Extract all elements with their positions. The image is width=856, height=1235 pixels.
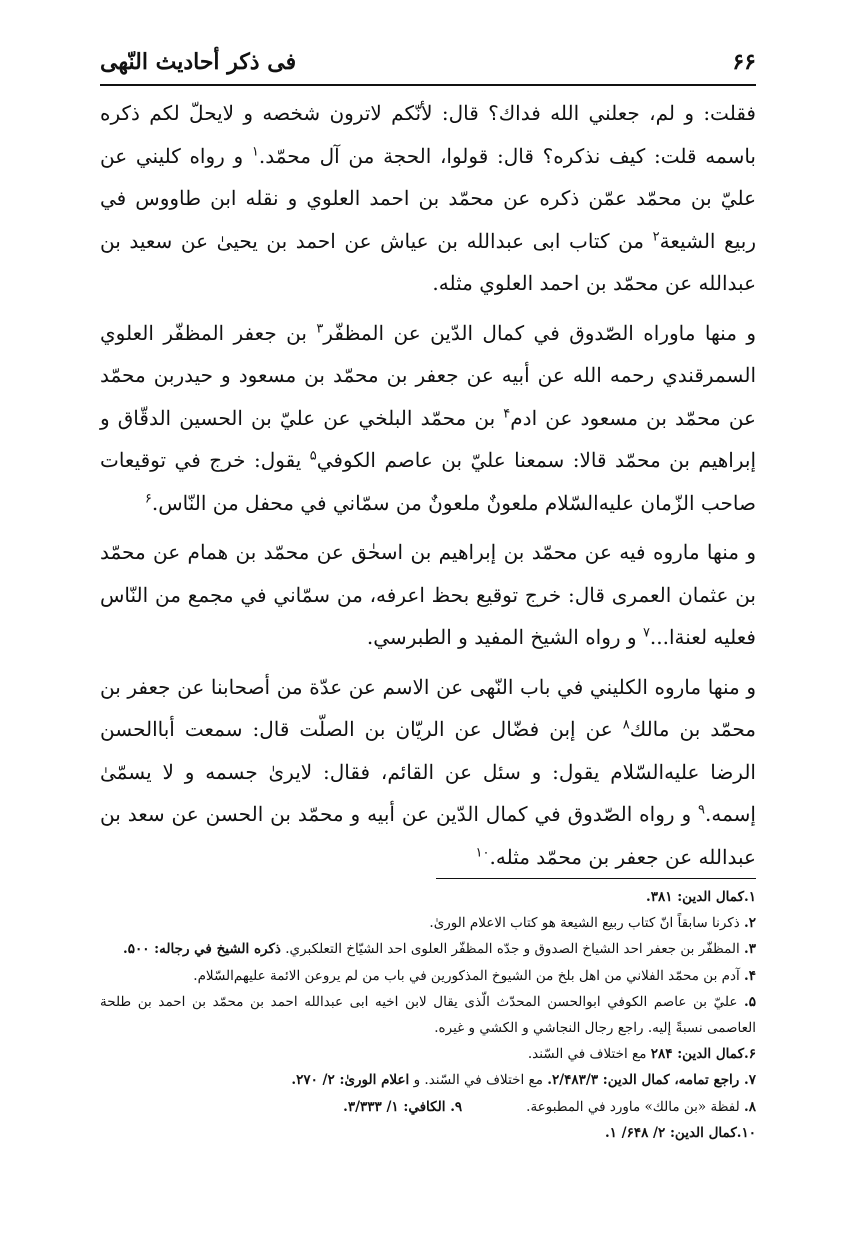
footnote-9 xyxy=(343,1094,462,1120)
text-run: بن جعفر المظفّر العلوي السمرقندي رحمه الله عن أبيه عن جعفر بن محمّد بن مسعود و حيدربن محمّد عن محمّد بن مسعود عن ادم xyxy=(100,320,756,430)
footnote-source: كمال الدين: ۳۸۱. xyxy=(646,889,745,905)
footnote-ref-6: ۶ xyxy=(144,490,152,506)
text-run: يقول: خرج في توقيعات صاحب الزّمان عليه‌السّلام ملعونٌ ملعونٌ من سمّاني في محفل من النّاس. xyxy=(100,448,756,515)
footnote-text: ذكرنا سابقاً انّ كتاب ربيع الشيعة هو كتاب الاعلام الورىٰ. xyxy=(429,915,745,932)
text-run: و رواه الصّدوق في كمال الدّين عن أبيه و محمّد بن الحسن عن سعد بن عبدالله عن جعفر بن محمّد مثله. xyxy=(100,802,756,869)
footnote-text: مع اختلاف في السّند. xyxy=(527,1046,651,1063)
text-run: عن إبن فضّال عن الريّان بن الصلّت قال: سمعت أباالحسن الرضا عليه‌السّلام يقول: و سئل عن القائم، فقال: لايرىٰ جسمه و لا يسمّىٰ إسمه. xyxy=(100,717,756,826)
text-run: بن محمّد البلخي عن عليّ بن الحسين الدقّاق و إبراهيم بن محمّد قالا: سمعنا عليّ بن عاصم الكوفي xyxy=(100,405,756,472)
footnote-ref-8: ۸ xyxy=(622,717,630,733)
footnote-ref-2: ۲ xyxy=(652,228,660,244)
footnote-text: عليّ بن عاصم الكوفي ابوالحسن المحدّث الّذى يقال لابن اخيه ابى عبدالله احمد بن محمّد بن احمد بن طلحة العاصمى نسبةً إليه. راجع رجال النجاشي و الكشي و غيره. xyxy=(100,993,756,1037)
paragraph-3 xyxy=(100,531,756,659)
footnote-ref-9: ۹ xyxy=(698,802,706,818)
footnote-source: كمال الدين: ۲/ ۶۴۸/ ۱. xyxy=(604,1124,737,1141)
footnote-text: لفظة «بن مالك» ماورد في المطبوعة. xyxy=(526,1098,745,1115)
footnote-5 xyxy=(100,989,756,1041)
footnote-text: آدم بن محمّد الفلاني من اهل بلخ من الشيوخ المذكورين في باب من لم يروعن الائمة عليهم‌السّلام. xyxy=(193,967,745,984)
footnote-number: ۱۰. xyxy=(736,1124,756,1141)
footnote-ref-10: ۱۰ xyxy=(475,844,490,860)
footnote-1 xyxy=(100,884,756,910)
footnote-ref-7: ۷ xyxy=(642,625,650,641)
footnote-number: ۲. xyxy=(744,915,756,932)
page-header xyxy=(100,40,756,86)
text-run: من كتاب ابى عبدالله بن عياش عن احمد بن يحيىٰ عن سعيد بن عبدالله عن محمّد بن احمد العلوي مثله. xyxy=(100,228,756,295)
footnote-2 xyxy=(100,910,756,936)
footnotes xyxy=(100,884,756,1146)
footnote-4 xyxy=(100,963,756,989)
footnote-7 xyxy=(100,1067,756,1093)
footnote-number: ۴. xyxy=(744,967,756,984)
paragraph-4 xyxy=(100,666,756,879)
text-run: و رواه الشيخ المفيد و الطبرسي. xyxy=(366,625,643,649)
footnote-8 xyxy=(526,1094,756,1120)
running-title: فى ذكر أحاديث النّهى xyxy=(100,49,297,75)
footnote-text: مع اختلاف في السّند. و xyxy=(409,1072,548,1089)
footnote-number: ۷. xyxy=(744,1072,756,1089)
spacer xyxy=(462,1094,526,1120)
footnote-number: ۶. xyxy=(744,1046,756,1063)
text-run: فقلت: و لم، جعلني الله فداك؟ قال: لأنّكم لاترون شخصه و لايحلّ لكم ذكره باسمه قلت: كيف نذكره؟ قال: قولوا، الحجة من آل محمّد. xyxy=(100,101,757,168)
paragraph-1 xyxy=(100,92,756,305)
footnote-source: راجع تمامه، كمال الدين: ۲/۴۸۳/۳. xyxy=(547,1072,745,1089)
footnote-source: كمال الدين: ۲۸۴ xyxy=(650,1046,745,1063)
text-run: و منها ماروه فيه عن محمّد بن إبراهيم بن اسحٰق عن محمّد بن همام عن محمّد بن عثمان العمرى قال: خرج توقيع بحظ اعرفه، من سمّاني في مجمع من النّاس فعليه لعنةا... xyxy=(100,540,756,649)
footnote-number: ۵. xyxy=(744,993,756,1010)
footnote-ref-5: ۵ xyxy=(309,448,317,464)
paragraph-2 xyxy=(100,312,756,525)
page-number: ۶۶ xyxy=(732,49,756,75)
footnote-number: ۹. xyxy=(450,1098,463,1115)
footnote-source: اعلام الورىٰ: ۲/ ۲۷۰. xyxy=(291,1072,410,1089)
footnote-10 xyxy=(100,1120,756,1146)
footnote-source: الكافي: ۱/ ۳/۳۳۳. xyxy=(343,1098,451,1115)
footnote-number: ۸. xyxy=(744,1098,756,1115)
text-run: و منها ماروه الكليني في باب النّهى عن الاسم عن عدّة من أصحابنا عن جعفر بن محمّد بن مالك xyxy=(100,674,757,741)
footnote-ref-3: ۳ xyxy=(316,320,324,336)
footnote-ref-4: ۴ xyxy=(503,405,511,421)
text-run: و منها ماوراه الصّدوق في كمال الدّين عن المظفّر xyxy=(323,320,756,345)
footnote-number: ۱. xyxy=(744,889,756,905)
footnote-6 xyxy=(100,1041,756,1067)
footnote-ref-1: ۱ xyxy=(251,143,259,159)
footnote-text: المظفّر بن جعفر احد الشياخ الصدوق و جدّه المظفّر العلوى احد الشيّاخ التعلكبري. xyxy=(280,941,745,958)
footnote-source: ذكره الشيخ في رجاله: ۵۰۰. xyxy=(122,941,281,958)
footnote-3 xyxy=(100,936,756,962)
main-text xyxy=(100,92,756,885)
footnote-number: ۳. xyxy=(744,941,756,958)
text-run: و رواه كليني عن عليّ بن محمّد عمّن ذكره عن محمّد بن احمد العلوي و نقله ابن طاووس في ربيع الشيعة xyxy=(100,143,757,253)
footnote-row-8-9 xyxy=(100,1094,756,1120)
footnote-separator xyxy=(436,878,756,879)
